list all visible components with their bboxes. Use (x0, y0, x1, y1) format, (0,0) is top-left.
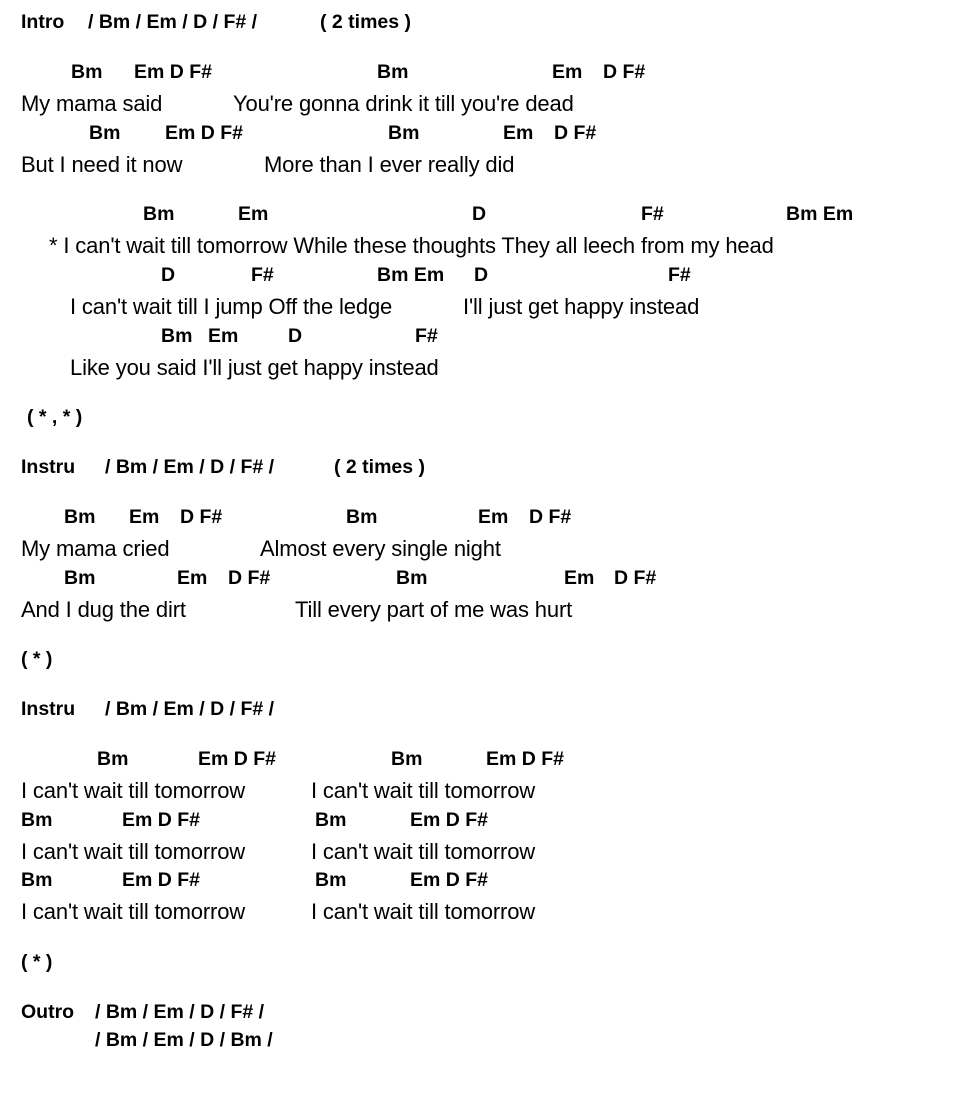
instru-label: Instru (21, 456, 76, 478)
lyric-line: I can't wait till tomorrow (21, 778, 246, 803)
lyric-line: I can't wait till tomorrow (311, 839, 536, 864)
outro-label: Outro (21, 1001, 75, 1023)
chord: D (472, 203, 487, 225)
lyric-line: Till every part of me was hurt (295, 597, 573, 622)
chord: D F# (603, 61, 646, 83)
chord: Bm (64, 567, 96, 589)
chord: Bm (161, 325, 193, 347)
lyric-line: I can't wait till I jump Off the ledge (70, 294, 393, 319)
chord: Em (208, 325, 239, 347)
lyric-line: Like you said I'll just get happy instead (70, 355, 439, 380)
chord: Em (564, 567, 595, 589)
chord: D F# (180, 506, 223, 528)
chord: Em D F# (410, 809, 489, 831)
lyric-line: But I need it now (21, 152, 183, 177)
chord: Em (238, 203, 269, 225)
outro-progression: / Bm / Em / D / Bm / (95, 1029, 273, 1051)
lyric-line: My mama said (21, 91, 163, 116)
intro-progression: / Bm / Em / D / F# / (88, 11, 258, 33)
chord: Em D F# (122, 869, 201, 891)
chord: Bm (21, 869, 53, 891)
lyric-line: I can't wait till tomorrow (311, 899, 536, 924)
chord: Bm Em (786, 203, 854, 225)
chord: F# (415, 325, 438, 347)
chord: Bm (89, 122, 121, 144)
chord: Bm (315, 809, 347, 831)
lyric-line: My mama cried (21, 536, 170, 561)
instru-label: Instru (21, 698, 76, 720)
chord: Em D F# (165, 122, 244, 144)
chord: Bm (388, 122, 420, 144)
chord: Bm (64, 506, 96, 528)
chord: Bm (143, 203, 175, 225)
chord: Em (129, 506, 160, 528)
repeat-marker: ( * , * ) (27, 406, 83, 428)
chord: F# (251, 264, 274, 286)
lyric-line: And I dug the dirt (21, 597, 186, 622)
chord: Bm (71, 61, 103, 83)
chord: Bm (346, 506, 378, 528)
chord: D F# (228, 567, 271, 589)
chord: D (288, 325, 303, 347)
lyric-line: * I can't wait till tomorrow While these thoughts They all leech from my head (49, 233, 774, 258)
chord: Em (177, 567, 208, 589)
chord: D (161, 264, 176, 286)
chord: Bm (391, 748, 423, 770)
chord: Bm (315, 869, 347, 891)
chord: Bm Em (377, 264, 445, 286)
chord: Bm (97, 748, 129, 770)
intro-repeat: ( 2 times ) (320, 11, 412, 33)
chord: D F# (529, 506, 572, 528)
outro-progression: / Bm / Em / D / F# / (95, 1001, 265, 1023)
chord: Em (503, 122, 534, 144)
chord: Em D F# (134, 61, 213, 83)
lyric-line: I'll just get happy instead (463, 294, 700, 319)
chord: Bm (396, 567, 428, 589)
instru-progression: / Bm / Em / D / F# / (105, 698, 275, 720)
chord: Bm (377, 61, 409, 83)
chord: F# (641, 203, 664, 225)
chord: D (474, 264, 489, 286)
chord: D F# (554, 122, 597, 144)
chord: Em D F# (410, 869, 489, 891)
repeat-marker: ( * ) (21, 648, 53, 670)
intro-label: Intro (21, 11, 65, 33)
chord: Em (552, 61, 583, 83)
instru-repeat: ( 2 times ) (334, 456, 426, 478)
chord: Bm (21, 809, 53, 831)
repeat-marker: ( * ) (21, 951, 53, 973)
chord: Em D F# (198, 748, 277, 770)
lyric-line: You're gonna drink it till you're dead (233, 91, 574, 116)
chord: Em D F# (486, 748, 565, 770)
chord: Em D F# (122, 809, 201, 831)
chord: Em (478, 506, 509, 528)
lyric-line: Almost every single night (260, 536, 501, 561)
chord: D F# (614, 567, 657, 589)
lyric-line: More than I ever really did (264, 152, 515, 177)
chord: F# (668, 264, 691, 286)
lyric-line: I can't wait till tomorrow (21, 899, 246, 924)
lyric-line: I can't wait till tomorrow (21, 839, 246, 864)
instru-progression: / Bm / Em / D / F# / (105, 456, 275, 478)
lyric-line: I can't wait till tomorrow (311, 778, 536, 803)
